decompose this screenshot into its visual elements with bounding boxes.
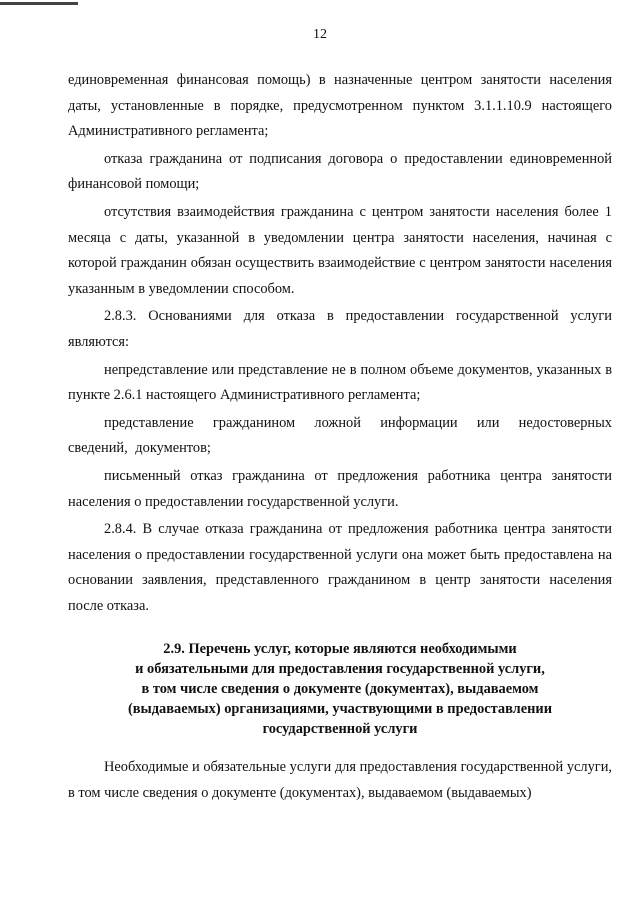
document-body [68,68,612,807]
section-heading-line: в том числе сведения о документе (документах), выдаваемом [141,681,539,698]
section-heading-line: 2.9. Перечень услуг, которые являются необходимыми [163,641,517,658]
paragraph: 2.8.3. Основаниями для отказа в предоставлении государственной услуги являются: [68,308,612,350]
paragraph: письменный отказ гражданина от предложения работника центра занятости населения о предоставлении государственной услуги. [68,467,612,510]
section-heading [68,639,612,739]
scan-corner-mark [0,2,78,5]
page-number: 12 [313,27,327,42]
paragraph: отказа гражданина от подписания договора о предоставлении единовременной финансовой помощи; [68,150,612,193]
paragraph: представление гражданином ложной информации или недостоверных сведений, документов; [68,414,612,457]
paragraph: непредставление или представление не в полном объеме документов, указанных в пункте 2.6.1 настоящего Административного регламента; [68,361,612,404]
paragraph: отсутствия взаимодействия гражданина с центром занятости населения более 1 месяца с даты, указанной в уведомлении центра занятости населения, начиная с которой гражданин обязан осуществить взаимодействие с центром занятости населения указанным в уведомлении способом. [68,203,612,297]
section-heading-line: (выдаваемых) организациями, участвующими в предоставлении [127,701,553,718]
paragraph: единовременная финансовая помощь) в назначенные центром занятости населения даты, установленные в порядке, предусмотренном пунктом 3.1.1.10.9 настоящего Административного регламента; [68,72,612,140]
closing-paragraph: Необходимые и обязательные услуги для предоставления государственной услуги, в том числе сведения о документе (документах), выдаваемом (выдаваемых) [68,759,612,802]
section-heading-line: государственной услуги [262,721,418,738]
paragraph: 2.8.4. В случае отказа гражданина от предложения работника центра занятости населения о предоставлении государственной услуги она может быть предоставлена на основании заявления, представленного гражданином в центр занятости населения после отказа. [68,521,612,614]
section-heading-line: и обязательными для предоставления государственной услуги, [135,661,545,678]
